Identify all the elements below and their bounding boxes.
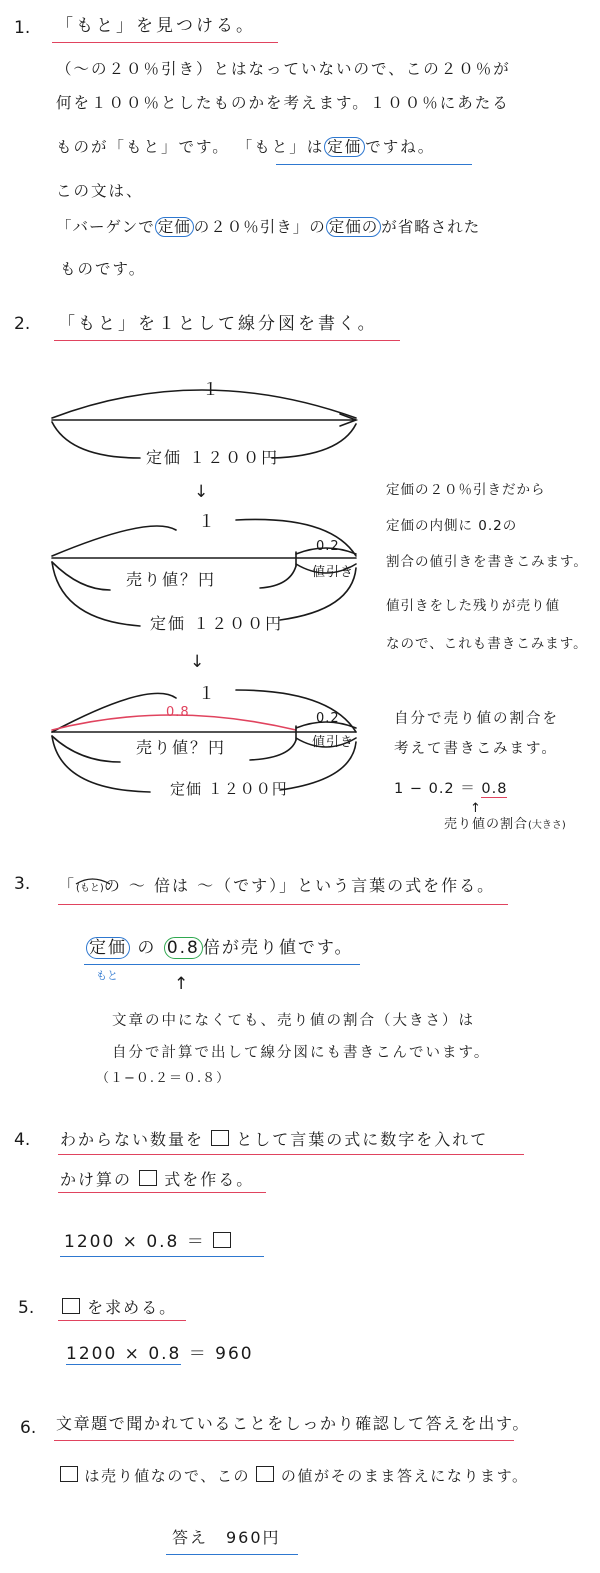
step-3-no: の xyxy=(137,938,157,958)
note-b-2: 考えて書きこみます。 xyxy=(394,741,558,757)
step-6-underline xyxy=(54,1440,514,1441)
step-1-line-2: 何を１００％としたものかを考えます。１００％にあたる xyxy=(56,94,510,112)
note-b-5 xyxy=(444,818,566,831)
step-4-title-line-2 xyxy=(60,1170,254,1188)
step-4-eq-text: 1200 × 0.8 ＝ xyxy=(64,1232,206,1252)
step-3-underline xyxy=(58,904,508,905)
step-6-title: 文章題で聞かれていることをしっかり確認して答えを出す。 xyxy=(56,1414,530,1433)
step-2-title: 「もと」を１として線分図を書く。 xyxy=(58,314,378,334)
note-a-5: なので、これも書きこみます。 xyxy=(386,636,588,652)
step-3-note-1: 文章の中になくても、売り値の割合（大きさ）は xyxy=(112,1013,475,1029)
step-5-equation xyxy=(66,1346,254,1363)
step-2-number: 2. xyxy=(14,314,31,334)
note-a-1: 定価の２０％引きだから xyxy=(386,482,546,498)
step-4-eq-underline xyxy=(60,1256,264,1257)
diagram-2-nebiki: 値引き xyxy=(312,565,355,580)
step-3-note-2: 自分で計算で出して線分図にも書きこんでいます。 xyxy=(112,1045,491,1061)
step-3-teika: 定価 xyxy=(86,937,130,959)
note-a-2: 定価の内側に 0.2の xyxy=(386,518,518,534)
step-5-title xyxy=(62,1298,177,1316)
diagram-3-nebiki: 値引き xyxy=(312,735,355,750)
diagram-2-urine: 売り値？円 xyxy=(126,570,217,589)
blank-box-icon xyxy=(139,1170,157,1186)
step-1-number: 1. xyxy=(14,18,31,38)
step-4-underline-1 xyxy=(58,1154,524,1155)
step-6-number: 6. xyxy=(20,1418,37,1438)
blank-box-icon xyxy=(213,1232,231,1248)
step-6-line-a: は売り値なので、この xyxy=(84,1467,251,1485)
step-1-line-4: この文は、 xyxy=(56,182,144,200)
step-3-title xyxy=(58,878,495,894)
step-3-moto-note: もと xyxy=(96,969,118,982)
step-4-number: 4. xyxy=(14,1130,31,1150)
step-3-title-moto: (もと) xyxy=(76,883,104,894)
step-3-note-3: （１−０.２＝０.８） xyxy=(96,1071,231,1086)
diagram-3-urine: 売り値？円 xyxy=(136,738,227,757)
note-b-3-value: 0.8 xyxy=(481,781,508,797)
note-b-arrow: ↑ xyxy=(470,801,482,816)
step-1-title: 「もと」を見つける。 xyxy=(56,16,256,36)
step-1-line-5-c: の２０％引き」の xyxy=(193,218,326,236)
step-6-answer: 答え 960円 xyxy=(172,1528,281,1547)
diagram-2-one: １ xyxy=(198,512,218,532)
note-b-3 xyxy=(394,782,507,797)
teika-circled: 定価 xyxy=(324,137,365,157)
blank-box-icon xyxy=(62,1298,80,1314)
blank-box-icon xyxy=(256,1466,274,1482)
diagram-1-one: １ xyxy=(202,380,222,400)
step-4-equation xyxy=(64,1232,231,1251)
step-3-number: 3. xyxy=(14,874,31,894)
step-5-eq-a: 1200 × 0.8 xyxy=(66,1344,182,1364)
note-a-4: 値引きをした残りが売り値 xyxy=(386,598,560,614)
step-6-answer-underline xyxy=(166,1554,298,1555)
step-4-title-line-1 xyxy=(60,1130,488,1148)
step-1-line-3-b: 「もと」は xyxy=(236,138,325,156)
teika-no-circled: 定価の xyxy=(326,217,382,237)
step-1-line-3-a: ものが「もと」です。 xyxy=(56,138,230,156)
note-b-5-a: 売り値の割合 xyxy=(444,817,529,832)
step-3-point-eight: 0.8 xyxy=(164,937,203,959)
blank-box-icon xyxy=(211,1130,229,1146)
step-3-up-arrow: ↑ xyxy=(174,974,192,994)
teika-circled-2: 定価 xyxy=(155,217,194,237)
diagram-2-point-two: 0.2 xyxy=(316,539,340,554)
step-6-line xyxy=(60,1466,529,1484)
step-4-title-2a: かけ算の xyxy=(60,1170,133,1189)
note-b-3-a: 1 − 0.2 ＝ xyxy=(394,781,476,797)
step-4-title-2b: 式を作る。 xyxy=(164,1170,255,1189)
diagram-3-point-two: 0.2 xyxy=(316,711,340,726)
arrow-down-2: ↓ xyxy=(190,652,208,672)
step-1-line-5-e: が省略された xyxy=(381,218,481,236)
step-3-title-pre: 「 xyxy=(58,876,77,895)
step-4-title-1a: わからない数量を xyxy=(60,1130,205,1149)
step-4-underline-2 xyxy=(58,1192,266,1193)
step-6-line-b: の値がそのまま答えになります。 xyxy=(280,1467,529,1485)
step-3-title-post: の 〜 倍は 〜（です）」という言葉の式を作る。 xyxy=(103,876,496,895)
note-a-3: 割合の値引きを書きこみます。 xyxy=(386,554,588,570)
step-1-line-6: ものです。 xyxy=(60,260,147,278)
diagram-3-one: １ xyxy=(198,684,218,704)
arrow-down-1: ↓ xyxy=(194,482,212,502)
blank-box-icon xyxy=(60,1466,78,1482)
diagram-3-point-eight: 0.8 xyxy=(166,705,190,720)
step-5-number: 5. xyxy=(18,1298,35,1318)
step-3-equation xyxy=(86,940,354,957)
diagram-2-teika: 定価 １２００円 xyxy=(150,614,284,633)
diagram-3-teika: 定価 １２００円 xyxy=(170,780,288,798)
step-1-line-5-a: 「バーゲンで xyxy=(56,218,155,236)
step-5-eq-b: ＝ 960 xyxy=(188,1344,254,1364)
step-5-underline xyxy=(58,1320,186,1321)
step-1-line-1: （〜の２０％引き）とはなっていないので、この２０％が xyxy=(56,60,511,78)
step-3-eq-underline xyxy=(84,964,360,965)
note-b-1: 自分で売り値の割合を xyxy=(394,711,559,727)
step-3-eq-rest: 倍が売り値です。 xyxy=(202,938,354,958)
diagram-1-teika: 定価 １２００円 xyxy=(146,448,280,467)
step-1-line-3-d: ですね。 xyxy=(365,138,436,156)
note-b-5-b: (大きさ) xyxy=(528,820,566,831)
step-4-title-1b: として言葉の式に数字を入れて xyxy=(236,1130,489,1149)
step-5-title-text: を求める。 xyxy=(87,1298,178,1317)
